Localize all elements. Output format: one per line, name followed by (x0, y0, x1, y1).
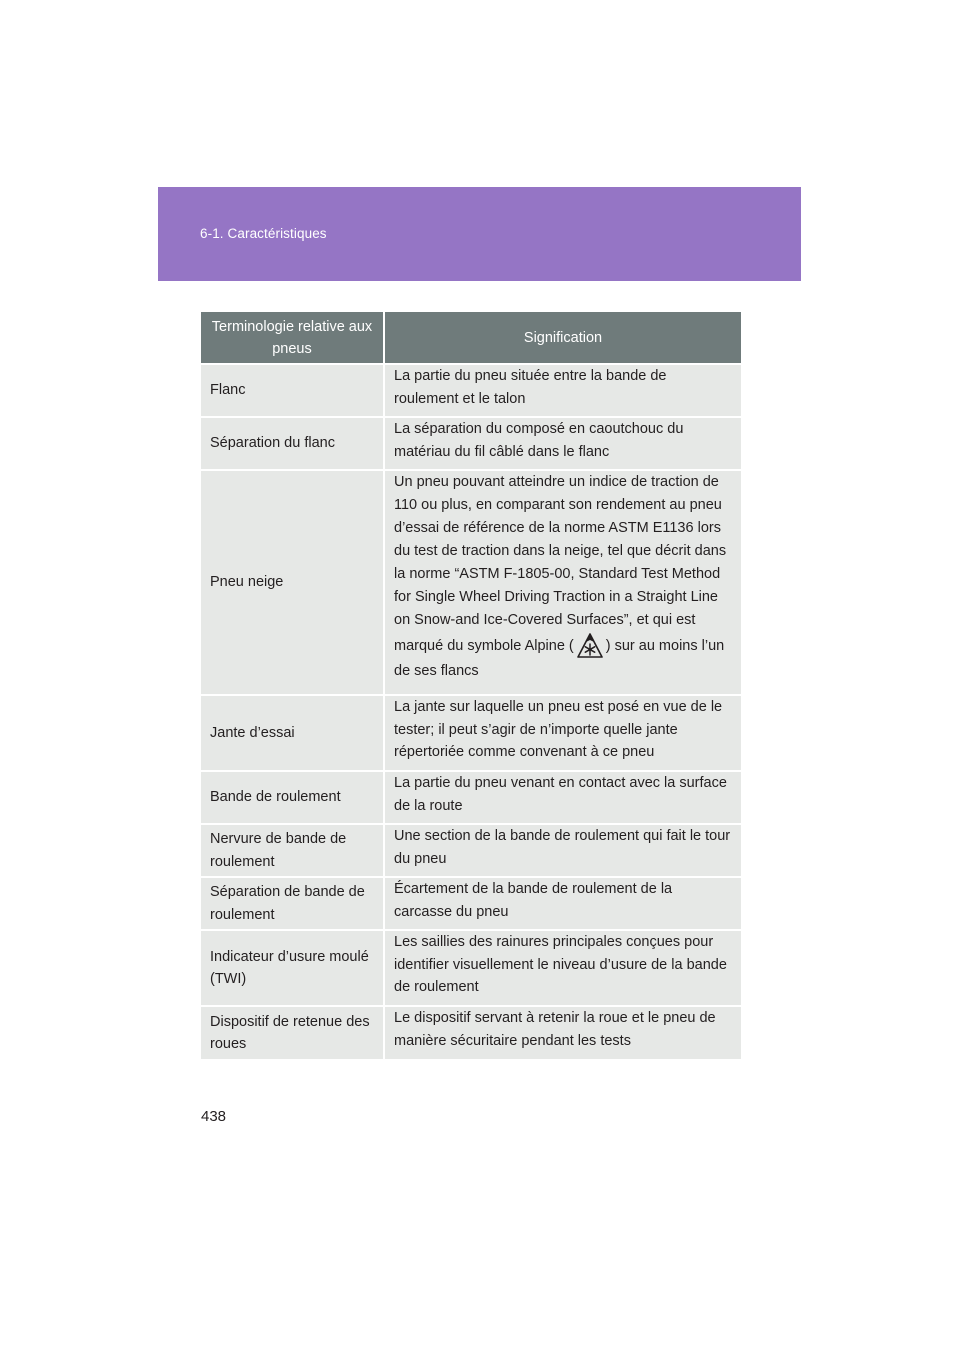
meaning-cell: Une section de la bande de roulement qui fait le tour du pneu (384, 824, 741, 877)
table-row (201, 470, 741, 695)
meaning-cell: La jante sur laquelle un pneu est posé en vue de le tester; il peut s’agir de n’importe quelle jante répertoriée comme convenant à ce pneu (384, 695, 741, 771)
term-cell: Jante d’essai (201, 695, 384, 771)
meaning-cell: Le dispositif servant à retenir la roue et le pneu de manière sécuritaire pendant les tests (384, 1006, 741, 1059)
meaning-cell (384, 470, 741, 695)
table-row (201, 695, 741, 771)
table-row (201, 771, 741, 824)
tire-terminology-table (201, 312, 741, 1059)
term-cell: Flanc (201, 364, 384, 417)
term-cell: Dispositif de retenue des roues (201, 1006, 384, 1059)
alpine-snowflake-icon (576, 632, 604, 660)
meaning-cell: La séparation du composé en caoutchouc du matériau du fil câblé dans le flanc (384, 417, 741, 470)
column-header-term: Terminologie relative aux pneus (201, 312, 384, 364)
table-row (201, 824, 741, 877)
term-cell: Indicateur d’usure moulé (TWI) (201, 930, 384, 1006)
term-cell: Bande de roulement (201, 771, 384, 824)
meaning-text: Un pneu pouvant atteindre un indice de traction de 110 ou plus, en comparant son rendement au pneu d’essai de référence de la norme ASTM E1136 lors du test de traction dans la neige, tel que décrit dans la norme “ASTM F-1805-00, Standard Test Method for Single Wheel Driving Traction in a Straight Line on Snow-and Ice-Covered Surfaces”, et qui est marqué du symbole Alpine ( (394, 474, 727, 654)
meaning-cell: La partie du pneu venant en contact avec la surface de la route (384, 771, 741, 824)
table-row (201, 364, 741, 417)
meaning-cell: Écartement de la bande de roulement de la carcasse du pneu (384, 877, 741, 930)
meaning-cell: Les saillies des rainures principales conçues pour identifier visuellement le niveau d’usure de la bande de roulement (384, 930, 741, 1006)
table-header-row (201, 312, 741, 364)
term-cell: Séparation de bande de roulement (201, 877, 384, 930)
table-row (201, 1006, 741, 1059)
meaning-cell: La partie du pneu située entre la bande de roulement et le talon (384, 364, 741, 417)
meaning-text: ) sur au moins l’un de ses flancs (394, 637, 725, 679)
table-row (201, 417, 741, 470)
page-number: 438 (201, 1108, 227, 1125)
table-row (201, 877, 741, 930)
term-cell: Nervure de bande de roulement (201, 824, 384, 877)
term-cell: Séparation du flanc (201, 417, 384, 470)
term-cell: Pneu neige (201, 470, 384, 695)
table-row (201, 930, 741, 1006)
column-header-meaning: Signification (384, 312, 741, 364)
section-header-band (158, 187, 801, 281)
section-title: 6-1. Caractéristiques (200, 226, 327, 241)
